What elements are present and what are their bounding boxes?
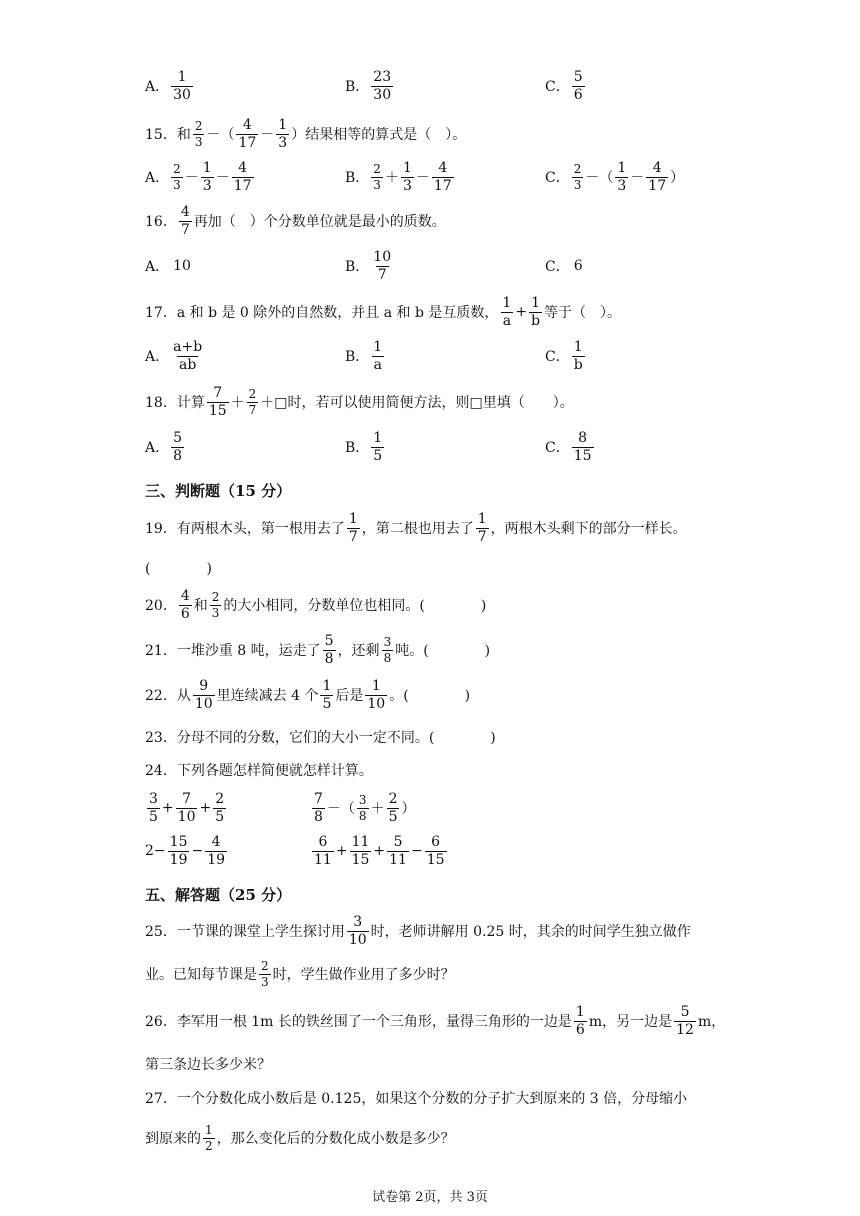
question-27-cont: 到原来的 1 2 ，那么变化后的分数化成小数是多少？ bbox=[145, 1123, 455, 1153]
q18-option-c: C． 8 15 bbox=[545, 430, 592, 464]
question-26: 26． 李军用一根 1m 长的铁丝围了一个三角形，量得三角形的一边是 1 6 m，另一边是 5 12 m， bbox=[145, 1004, 726, 1038]
q14-option-a: A． 1 30 bbox=[145, 69, 191, 103]
question-17: 17． a 和 b 是 0 除外的自然数，并且 a 和 b 是互质数， 1 a + $\frac{1}{b}$ 等于（ ）。 bbox=[145, 295, 622, 329]
page-footer: 试卷第 2页，共 3页 bbox=[372, 1190, 488, 1205]
calc-expression-1: 3 5 + $\frac{7}{10}$ + $\frac{2}{5}$ bbox=[149, 791, 225, 825]
question-25: 25． 一节课的课堂上学生探讨用 3 10 时，老师讲解用 0.25 时，其余的时间学生独立做作 bbox=[145, 914, 691, 948]
q17-options bbox=[145, 340, 587, 372]
question-16: 16． 4 7 再加（ ）个分数单位就是最小的质数。 bbox=[145, 204, 446, 238]
question-24: 24． 下列各题怎样简便就怎样计算。 bbox=[145, 763, 373, 779]
section-heading-solving: 五、解答题（25 分） bbox=[145, 886, 292, 904]
q15-option-a: A． 2 3 － 1 3 － 4 17 bbox=[145, 160, 252, 194]
question-19: 19． 有两根木头，第一根用去了 1 7 ，第二根也用去了 1 7 ，两根木头剩下的部分一样长。 bbox=[145, 511, 687, 545]
q16-option-a: A． 10 bbox=[145, 258, 191, 276]
question-22: 22． 从 9 10 里连续减去 4 个 1 5 后是 1 10 。( ) bbox=[145, 678, 471, 712]
q15-options bbox=[145, 161, 684, 193]
section-heading-judgement: 三、判断题（15 分） bbox=[145, 482, 292, 500]
q15-option-b: B． 2 3 ＋ 1 3 － 4 17 bbox=[345, 160, 452, 194]
calc-expression-4: 6 11 + $\frac{11}{15}$ + $\frac{5}{11}$ − $\frac{6}{15}$ bbox=[314, 834, 445, 868]
q18-options bbox=[145, 431, 596, 463]
q16-option-b: B． 10 7 bbox=[345, 249, 392, 283]
q14-option-b: B． 23 30 bbox=[345, 69, 392, 103]
question-18: 18． 计算 7 15 ＋ 2 7 ＋□时，若可以使用简便方法，则□里填（ ）。 bbox=[145, 385, 574, 419]
question-26-cont: 第三条边长多少米？ bbox=[145, 1057, 271, 1073]
question-25-cont: 业。已知每节课是 2 3 时，学生做作业用了多少时？ bbox=[145, 959, 455, 989]
q17-option-a: A． a+b ab bbox=[145, 339, 203, 373]
question-15: 15． 和 2 3 － （ 4 17 － 1 3 ） 结果相等的算式是（ ）。 bbox=[145, 117, 467, 151]
q14-option-c: C． 5 6 bbox=[545, 69, 583, 103]
q18-option-b: B． 1 5 bbox=[345, 430, 383, 464]
q18-option-a: A． 5 8 bbox=[145, 430, 183, 464]
question-20: 20． 4 6 和 2 3 的大小相同，分数单位也相同。( ) bbox=[145, 588, 487, 622]
q15-option-c: C． 2 3 － （ 1 3 － 4 17 ） bbox=[545, 160, 685, 194]
q16-option-c: C． 6 bbox=[545, 258, 583, 276]
calc-expression-2: 7 8 － （ 3 8 ＋ 2 5 ） bbox=[314, 791, 416, 825]
q17-option-b: B． 1 a bbox=[345, 339, 383, 373]
q16-options bbox=[145, 250, 583, 282]
question-23: 23． 分母不同的分数，它们的大小一定不同。( ) bbox=[145, 730, 496, 746]
question-21: 21． 一堆沙重 8 吨，运走了 5 8 ，还剩 3 8 吨。( ) bbox=[145, 633, 491, 667]
question-27: 27． 一个分数化成小数后是 0.125，如果这个分数的分子扩大到原来的 3 倍，分母缩小 bbox=[145, 1091, 688, 1107]
calc-expression-3: 2 − $\frac{15}{19}$ − $\frac{4}{19}$ bbox=[145, 834, 226, 868]
q17-option-c: C． 1 b bbox=[545, 339, 583, 373]
question-19-blank: ( ) bbox=[145, 561, 212, 577]
q14-options bbox=[145, 70, 587, 102]
